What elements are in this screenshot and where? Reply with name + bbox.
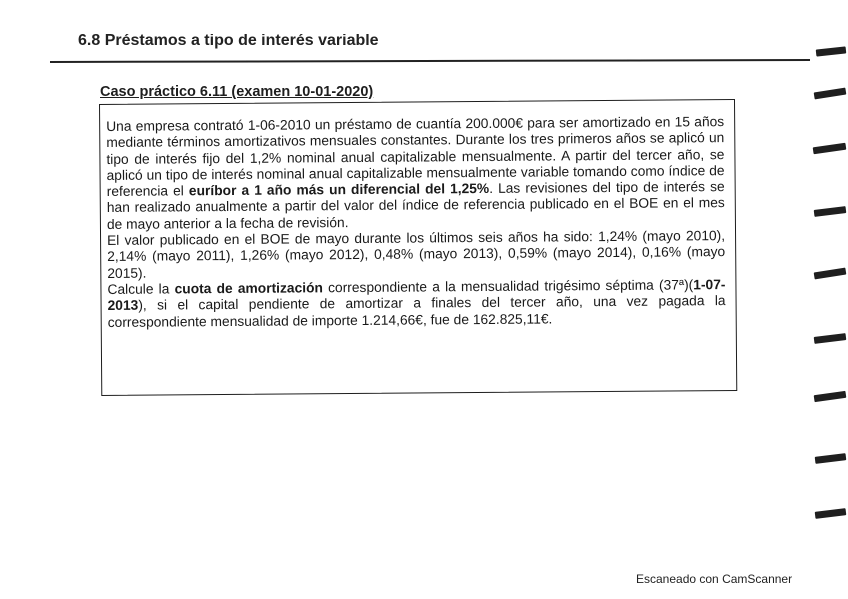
case-paragraph-3 [107,277,725,331]
binder-tab [814,268,847,280]
case-text-1b: . Las revisiones del tipo de interés se han realizado anualmente a partir del valor del índice de referencia publicado en el BOE en el mes de mayo anterior a la fecha de revisión. [106,179,725,232]
header-divider [50,59,810,63]
case-text-3-bold-1: cuota de amortización [174,280,323,297]
binder-tab [814,206,847,217]
binder-tab [816,46,847,56]
case-text-1-bold: euríbor a 1 año más un diferencial del 1,25% [188,181,490,199]
case-text-3c: ), si el capital pendiente de amortizar a finales del tercer año, una vez pagada la correspondiente mensualidad de importe 1.214,66€, fue de 162.825,11€. [107,293,726,330]
binder-tab [814,333,847,344]
case-text-3a: Calcule la [107,281,175,297]
binder-tab [815,508,847,519]
case-text-3b: correspondiente a la mensualidad trigésimo séptima (37ª)( [322,277,694,296]
case-text-1a: Una empresa contrató 1-06-2010 un préstamo de cuantía 200.000€ para ser amortizado en 15 años mediante términos amortizativos mensuales constantes. Durante los tres primeros años se aplicó un tipo de interés fijo del 1,2% nominal anual capitalizable mensualmente. A partir del tercer año, se aplicó un tipo de interés nominal anual capitalizable mensualmente variable tomando como índice de referencia el [106,114,725,200]
case-text-2: El valor publicado en el BOE de mayo durante los últimos seis años ha sido: 1,24% (mayo 2010), 2,14% (mayo 2011), 1,26% (mayo 2012), 0,48% (mayo 2013), 0,59% (mayo 2014), 0,16% (mayo 2015). [107,228,726,281]
binder-tab [814,391,847,402]
case-text-3-bold-2: 1-07-2013 [107,277,726,314]
binder-tab [814,88,847,100]
case-box [99,99,737,396]
binder-tab [815,453,847,464]
scanner-watermark: Escaneado con CamScanner [636,572,793,586]
section-header [78,34,498,54]
case-paragraph-1 [106,114,725,233]
section-header-text: 6.8 Préstamos a tipo de interés variable [78,34,379,49]
case-title: Caso práctico 6.11 (examen 10-01-2020) [100,84,374,100]
binder-tab [813,143,847,155]
case-paragraph-2 [107,228,725,282]
